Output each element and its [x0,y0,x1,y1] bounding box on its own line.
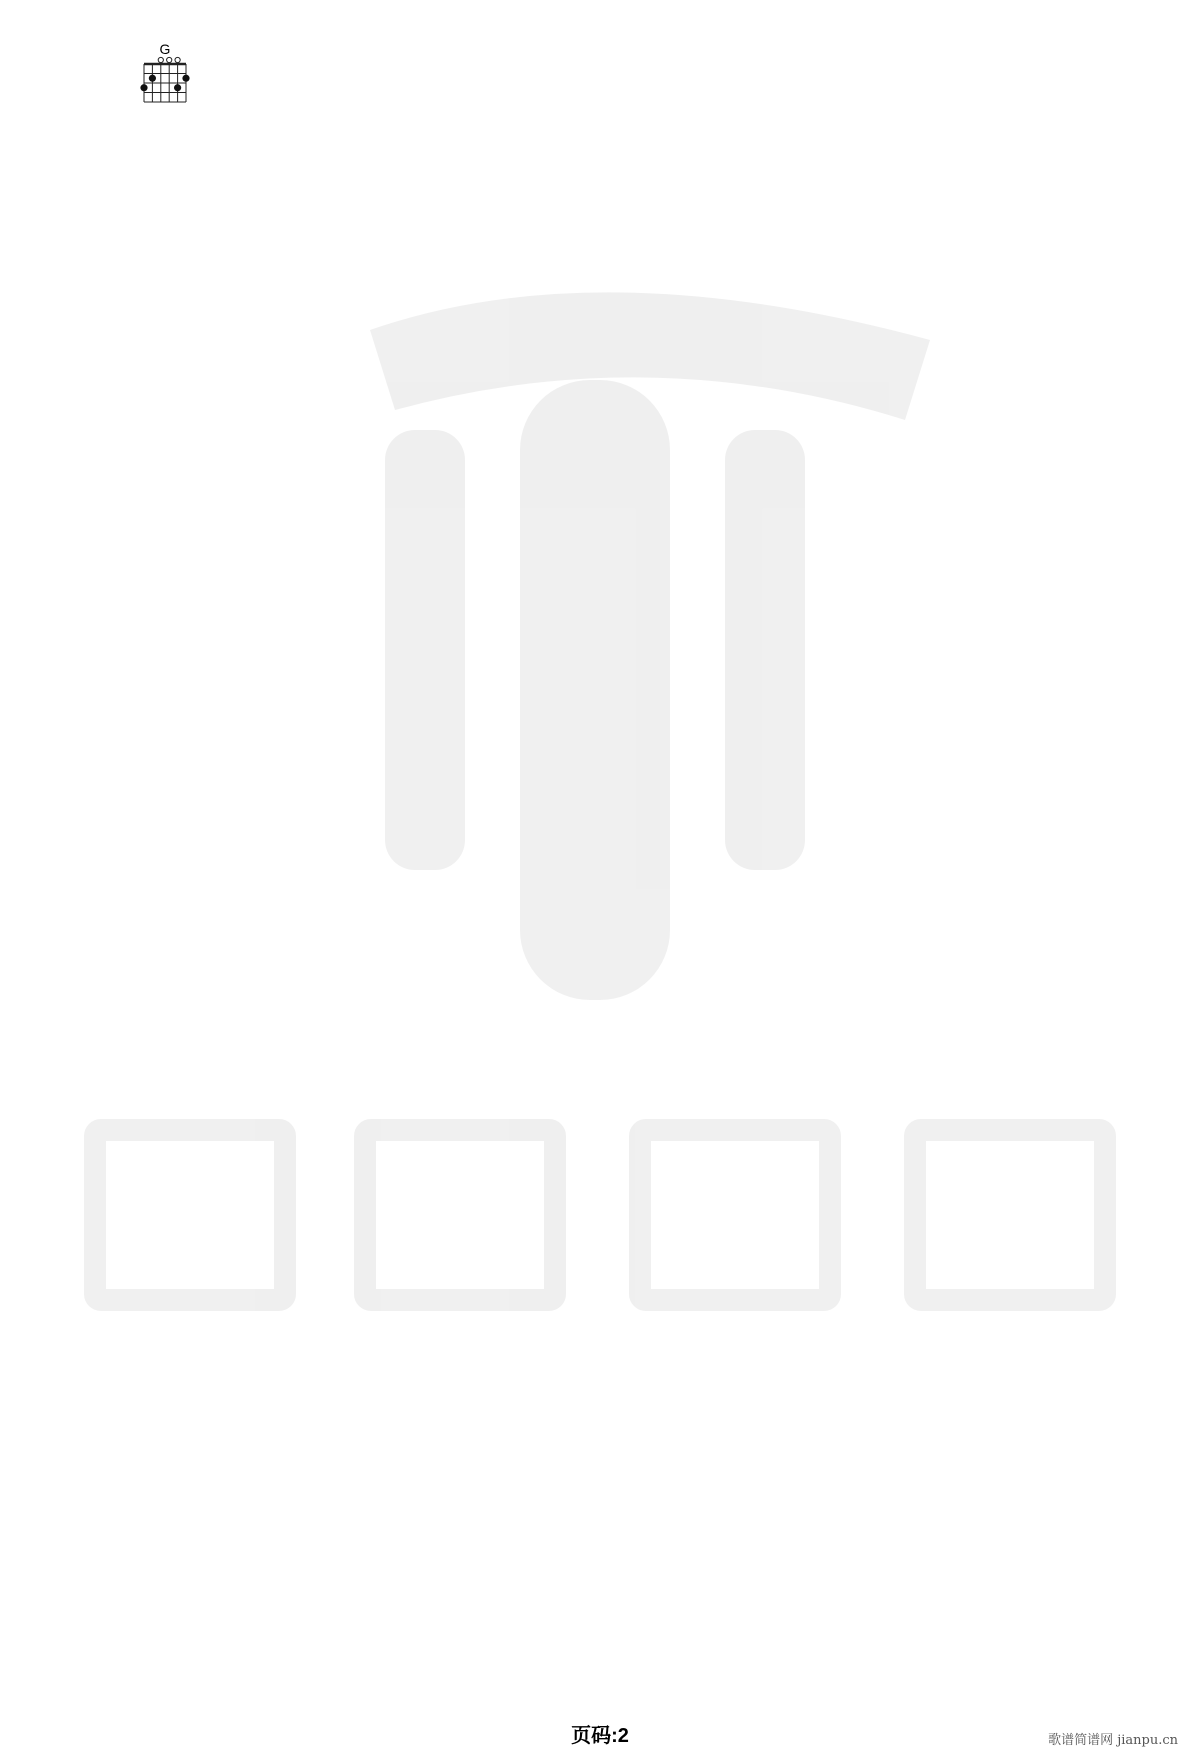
chord-open-string [167,57,172,62]
chord-dot [140,84,147,91]
systems [140,41,189,102]
chord-name: G [159,41,171,57]
chord-dot [182,75,189,82]
chord-open-string [175,57,180,62]
chord-open-string [158,57,163,62]
chord-diagram-g [140,41,189,102]
chord-dot [174,84,181,91]
page-number: 页码:2 [571,1725,629,1747]
site-credit: 歌谱简谱网 jianpu.cn [1048,1733,1178,1748]
watermark-logo [95,292,1105,1300]
chord-dot [149,75,156,82]
